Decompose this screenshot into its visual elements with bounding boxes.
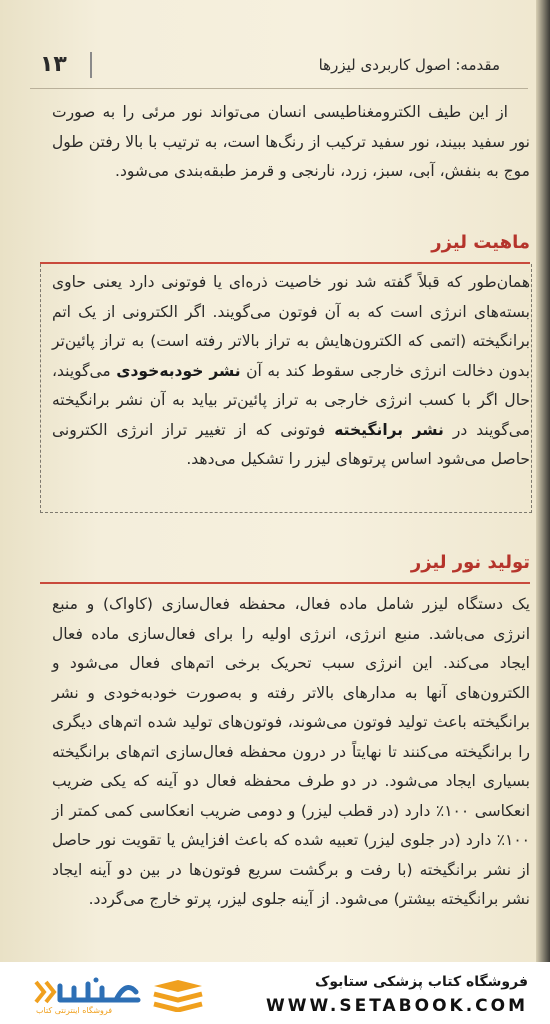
laser-production-paragraph [52, 590, 530, 915]
logo-subtitle: فروشگاه اینترنتی کتاب [36, 1006, 113, 1015]
section-heading-laser-nature: ماهیت لیزر [431, 232, 530, 253]
laser-nature-paragraph [52, 268, 530, 475]
stimulated-emission-term: نشر برانگیخته [334, 420, 444, 439]
intro-paragraph [52, 98, 530, 187]
laser-nature-text-1: همان‌طور که قبلاً گفته شد نور خاصیت ذره‌ای یا فوتونی دارد یعنی حاوی بسته‌های انرژی است که به آن فوتون می‌گویند. اگر الکترونی از یک اتم برانگیخته (اتمی که الکترون‌هایش به تراز بالاتر رفته است) به تراز پائین‌تر بدون دخالت انرژی خارجی سقوط کند به آن [52, 273, 530, 380]
book-stack-icon [150, 978, 206, 1012]
laser-nature-text-3: فوتونی که از تغییر تراز انرژی الکترونی حاصل می‌شود اساس پرتوهای لیزر را تشکیل می‌دهد. [52, 420, 530, 468]
laser-production-text: یک دستگاه لیزر شامل ماده فعال، محفظه فعال‌سازی (کاواک) و منبع انرژی می‌باشد. منبع انرژی، انرژی اولیه را برای فعال‌سازی ماده فعال ایجاد می‌کند. این انرژی سبب تحریک برخی اتم‌های فعال می‌شود و الکترون‌های آنها به مدارهای بالاتر رفته و به‌صورت خودبه‌خودی و نشر برانگیخته باعث تولید فوتون می‌شوند، فوتون‌های تولید شده اتم‌های دیگری را برانگیخته می‌کنند تا نهایتاً در درون محفظه فعال‌سازی اتم‌های برانگیخته بسیاری ایجاد می‌شود. در دو طرف محفظه فعال دو آینه که یکی ضریب انعکاسی ۱۰۰٪ دارد (در قطب لیزر) و دومی ضریب انعکاسی کمی کمتر از ۱۰۰٪ دارد (در جلوی لیزر) تعبیه شده که باعث افزایش یا تقویت نور حاصل از نشر برانگیخته (با رفت و برگشت سریع فوتون‌ها در بین دو آینه ایجاد نشر برانگیخته بیشتر) می‌شود. از آینه جلوی لیزر، پرتو خارج می‌گردد. [52, 595, 530, 908]
header-divider [90, 52, 92, 78]
page-header [0, 44, 530, 84]
intro-text: از این طیف الکترومغناطیسی انسان می‌تواند نور مرئی را به صورت نور سفید ببیند، نور سفید ترکیب از رنگ‌ها است، به ترتیب با بالا رفتن طول موج به بنفش، آبی، سبز، زرد، نارنجی و قرمز طبقه‌بندی می‌شود. [52, 103, 530, 180]
page-number: ۱۳ [40, 52, 67, 77]
section-heading-laser-production: تولید نور لیزر [410, 552, 530, 573]
store-name: فروشگاه کتاب پزشکی ستابوک [315, 974, 528, 990]
spontaneous-emission-term: نشر خودبه‌خودی [116, 361, 241, 380]
page-edge-shadow [536, 0, 550, 962]
footer-banner [0, 962, 550, 1024]
header-rule [30, 88, 528, 89]
laser-nature-text-2: می‌گویند، حال اگر با کسب انرژی خارجی به تراز پائین‌تر بیاید به آن نشر برانگیخته می‌گویند در [52, 361, 531, 439]
section-rule-2 [40, 582, 530, 584]
store-url-link[interactable]: WWW.SETABOOK.COM [266, 996, 528, 1016]
running-title: مقدمه: اصول کاربردی لیزرها [318, 56, 500, 74]
